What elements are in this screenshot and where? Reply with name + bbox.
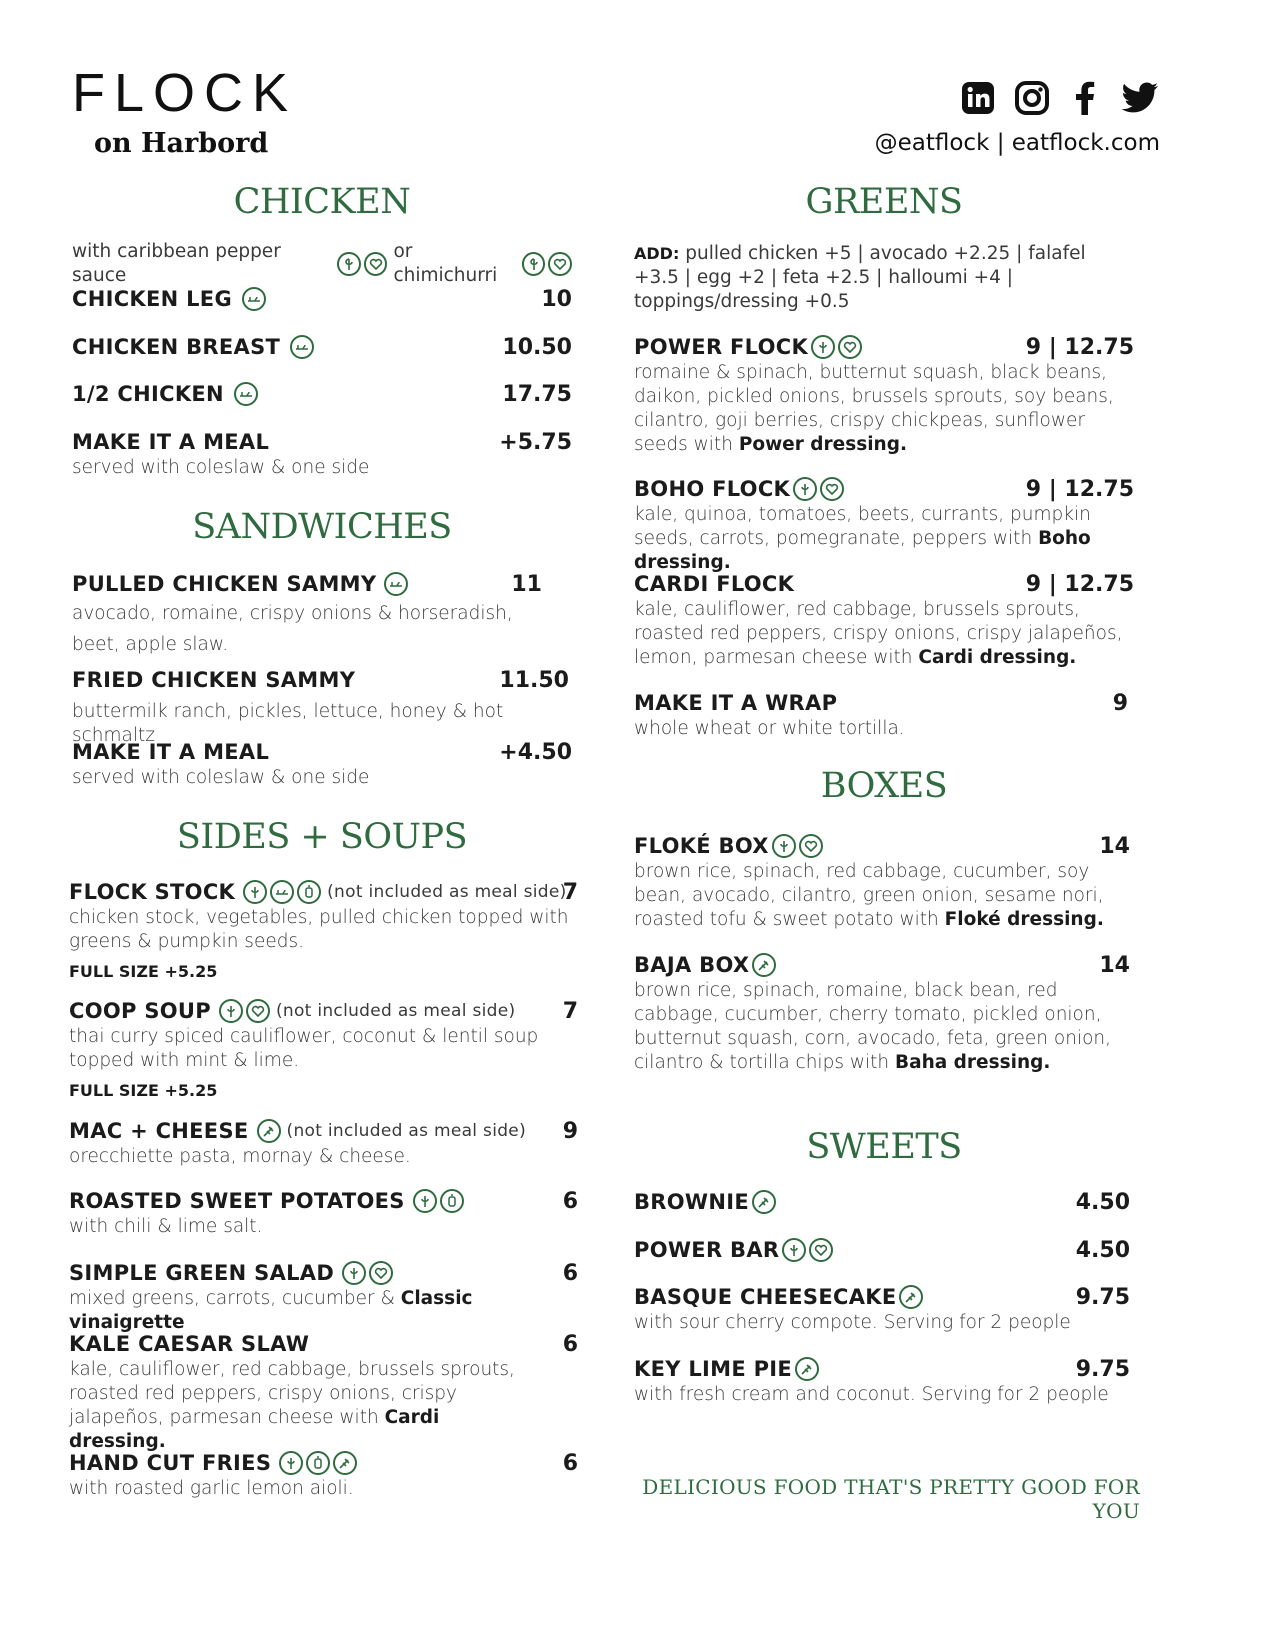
item-price: 9 — [562, 1119, 578, 1144]
item-description: kale, cauliflower, red cabbage, brussels sprouts, roasted red peppers, crispy onions, crispy jalapeños, lemon, parmesan cheese with — [634, 599, 1123, 668]
item-description: brown rice, spinach, red cabbage, cucumber, soy bean, avocado, cilantro, green onion, sesame nori, roasted tofu & sweet potato with — [634, 861, 1104, 930]
item-price: 9.75 — [1075, 1357, 1130, 1382]
dressing-name: Boho dressing. — [634, 528, 1091, 573]
item-name: MAKE IT A MEAL — [72, 430, 270, 454]
vegetarian-icon — [752, 1190, 776, 1214]
item-name: CHICKEN LEG — [72, 287, 232, 311]
brand-location: on Harbord — [94, 128, 269, 159]
item-price: +5.75 — [499, 430, 572, 455]
item-name: HAND CUT FRIES — [69, 1451, 272, 1475]
vegan-icon — [243, 880, 267, 904]
item-price: 14 — [1099, 834, 1130, 859]
chicken-intro-text-b: or chimichurri — [393, 241, 498, 286]
item-price: 9 | 12.75 — [1025, 572, 1134, 597]
item-name: COOP SOUP — [69, 999, 211, 1023]
menu-item — [69, 999, 578, 1100]
item-description: kale, quinoa, tomatoes, beets, currants, pumpkin seeds, carrots, pomegranate, peppers with — [634, 504, 1091, 549]
item-price: 7 — [562, 999, 578, 1024]
item-name: MAKE IT A MEAL — [72, 740, 270, 764]
item-description: served with coleslaw & one side — [72, 457, 370, 478]
item-name: PULLED CHICKEN SAMMY — [72, 572, 377, 596]
item-price: 9 | 12.75 — [1025, 335, 1134, 360]
vegetarian-icon — [257, 1119, 281, 1143]
menu-item — [634, 1190, 1134, 1214]
item-name: BASQUE CHEESECAKE — [634, 1285, 897, 1309]
instagram-icon[interactable] — [1012, 78, 1052, 118]
item-name: MAC + CHEESE — [69, 1119, 249, 1143]
vegetarian-icon — [899, 1285, 923, 1309]
section-title-chicken: CHICKEN — [233, 182, 411, 222]
menu-item — [72, 430, 572, 480]
item-description: with sour cherry compote. Serving for 2 people — [634, 1312, 1071, 1333]
item-note: (not included as meal side) — [327, 882, 567, 902]
vegan-icon — [337, 252, 361, 276]
menu-item — [634, 1238, 1134, 1262]
chicken-intro-text-a: with caribbean pepper sauce — [72, 241, 281, 286]
vegetarian-icon — [333, 1451, 357, 1475]
item-price: 9.75 — [1075, 1285, 1130, 1310]
dressing-name: Power dressing. — [738, 434, 908, 455]
item-name: CARDI FLOCK — [634, 572, 795, 596]
item-note: (not included as meal side) — [275, 1001, 516, 1021]
item-price: 4.50 — [1075, 1190, 1130, 1215]
item-price: 4.50 — [1075, 1238, 1130, 1263]
menu-item — [72, 572, 572, 660]
menu-item — [634, 953, 1134, 1075]
item-name: 1/2 CHICKEN — [72, 382, 224, 406]
item-description: whole wheat or white tortilla. — [634, 718, 905, 739]
brand-logo: FLOCK — [72, 63, 298, 123]
full-size-price: FULL SIZE +5.25 — [69, 1081, 218, 1100]
item-price: 7 — [562, 880, 578, 905]
item-description: orecchiette pasta, mornay & cheese. — [69, 1146, 411, 1167]
dressing-name: Cardi dressing. — [69, 1407, 440, 1452]
facebook-icon[interactable] — [1066, 78, 1106, 118]
menu-item — [69, 1332, 578, 1454]
menu-item — [72, 287, 572, 311]
social-icons — [958, 78, 1160, 118]
item-name: POWER FLOCK — [634, 335, 809, 359]
full-size-price: FULL SIZE +5.25 — [69, 962, 218, 981]
menu-item — [634, 477, 1134, 575]
item-price: 17.75 — [502, 382, 572, 407]
item-price: 10 — [541, 287, 572, 312]
add-text: pulled chicken +5 | avocado +2.25 | falafel +3.5 | egg +2 | feta +2.5 | halloumi +4 | toppings/dressing +0.5 — [634, 243, 1086, 312]
social-handle[interactable]: @eatflock | eatflock.com — [874, 130, 1160, 156]
item-price: 11 — [511, 572, 542, 597]
menu-item — [69, 880, 578, 981]
item-name: KEY LIME PIE — [634, 1357, 793, 1381]
section-title-sandwiches: SANDWICHES — [192, 507, 452, 547]
item-description: thai curry spiced cauliflower, coconut & lentil soup topped with mint & lime. — [69, 1026, 539, 1071]
item-name: CHICKEN BREAST — [72, 335, 281, 359]
dressing-name: Cardi dressing. — [918, 647, 1077, 668]
item-name: MAKE IT A WRAP — [634, 691, 838, 715]
item-name: FLOKÉ BOX — [634, 834, 769, 858]
item-description: romaine & spinach, butternut squash, black beans, daikon, pickled onions, brussels sprouts, soy beans, cilantro, goji berries, crispy chickpeas, sunflower seeds with — [634, 362, 1114, 455]
vegan-icon — [772, 834, 796, 858]
heart-healthy-icon — [369, 1261, 393, 1285]
item-name: POWER BAR — [634, 1238, 780, 1262]
halal-icon — [384, 572, 408, 596]
gluten-free-icon — [306, 1451, 330, 1475]
item-name: BAJA BOX — [634, 953, 750, 977]
heart-healthy-icon — [548, 252, 572, 276]
vegan-icon — [413, 1189, 437, 1213]
item-name: BROWNIE — [634, 1190, 750, 1214]
menu-item — [634, 1357, 1134, 1407]
vegan-icon — [219, 999, 243, 1023]
item-description: mixed greens, carrots, cucumber & — [69, 1288, 395, 1309]
menu-item — [634, 572, 1134, 670]
greens-add-ons — [634, 242, 1134, 314]
item-price: 9 — [1112, 691, 1128, 716]
menu-item — [72, 382, 572, 406]
dressing-name: Floké dressing. — [944, 909, 1104, 930]
item-description: with roasted garlic lemon aioli. — [69, 1478, 354, 1499]
tagline: DELICIOUS FOOD THAT'S PRETTY GOOD FOR YOU — [642, 1475, 1140, 1523]
section-title-sweets: SWEETS — [806, 1127, 962, 1167]
item-price: 14 — [1099, 953, 1130, 978]
item-name: SIMPLE GREEN SALAD — [69, 1261, 335, 1285]
item-description: buttermilk ranch, pickles, lettuce, honey & hot schmaltz — [72, 701, 504, 746]
item-description: chicken stock, vegetables, pulled chicken topped with greens & pumpkin seeds. — [69, 907, 569, 952]
item-name: BOHO FLOCK — [634, 477, 791, 501]
item-price: +4.50 — [499, 740, 572, 765]
vegan-icon — [793, 477, 817, 501]
add-label: ADD: — [634, 244, 680, 263]
vegan-icon — [342, 1261, 366, 1285]
menu-item — [69, 1261, 578, 1335]
item-price: 6 — [562, 1189, 578, 1214]
halal-icon — [242, 287, 266, 311]
item-name: ROASTED SWEET POTATOES — [69, 1189, 405, 1213]
item-price: 10.50 — [502, 335, 572, 360]
menu-item — [69, 1451, 578, 1501]
item-price: 11.50 — [499, 668, 569, 693]
dressing-name: Classic vinaigrette — [69, 1288, 473, 1333]
item-name: FRIED CHICKEN SAMMY — [72, 668, 356, 692]
dressing-name: Baha dressing. — [894, 1052, 1051, 1073]
heart-healthy-icon — [820, 477, 844, 501]
item-price: 6 — [562, 1451, 578, 1476]
section-title-greens: GREENS — [805, 182, 963, 222]
halal-icon — [234, 382, 258, 406]
item-price: 6 — [562, 1261, 578, 1286]
item-description: kale, cauliflower, red cabbage, brussels sprouts, roasted red peppers, crispy onions, crispy jalapeños, parmesan cheese with — [69, 1359, 515, 1428]
gluten-free-icon — [440, 1189, 464, 1213]
vegan-icon — [522, 252, 546, 276]
item-name: FLOCK STOCK — [69, 880, 236, 904]
menu-item — [69, 1189, 578, 1239]
item-description: with chili & lime salt. — [69, 1216, 263, 1237]
item-description: served with coleslaw & one side — [72, 767, 370, 788]
twitter-icon[interactable] — [1120, 78, 1160, 118]
heart-healthy-icon — [364, 252, 388, 276]
chicken-intro — [72, 240, 572, 288]
menu-item — [634, 691, 1134, 741]
menu-item — [634, 335, 1134, 457]
vegetarian-icon — [795, 1357, 819, 1381]
heart-healthy-icon — [838, 335, 862, 359]
menu-item — [634, 834, 1134, 932]
item-description: with fresh cream and coconut. Serving for 2 people — [634, 1384, 1109, 1405]
heart-healthy-icon — [799, 834, 823, 858]
section-title-sides: SIDES + SOUPS — [176, 817, 468, 857]
menu-item — [72, 668, 572, 748]
gluten-free-icon — [297, 880, 321, 904]
halal-icon — [270, 880, 294, 904]
item-description: brown rice, spinach, romaine, black bean, red cabbage, cucumber, cherry tomato, pickled onion, butternut squash, corn, avocado, feta, green onion, cilantro & tortilla chips with — [634, 980, 1112, 1073]
item-price: 6 — [562, 1332, 578, 1357]
vegetarian-icon — [752, 953, 776, 977]
heart-healthy-icon — [809, 1238, 833, 1262]
item-name: KALE CAESAR SLAW — [69, 1332, 310, 1356]
item-note: (not included as meal side) — [286, 1121, 526, 1141]
section-title-boxes: BOXES — [820, 766, 948, 806]
menu-item — [72, 335, 572, 359]
item-description: avocado, romaine, crispy onions & horseradish, beet, apple slaw. — [72, 603, 513, 655]
vegan-icon — [811, 335, 835, 359]
menu-item — [634, 1285, 1134, 1335]
halal-icon — [290, 335, 314, 359]
menu-item — [72, 740, 572, 790]
vegan-icon — [279, 1451, 303, 1475]
linkedin-icon[interactable] — [958, 78, 998, 118]
item-price: 9 | 12.75 — [1025, 477, 1134, 502]
heart-healthy-icon — [246, 999, 270, 1023]
vegan-icon — [782, 1238, 806, 1262]
menu-item — [69, 1119, 578, 1169]
